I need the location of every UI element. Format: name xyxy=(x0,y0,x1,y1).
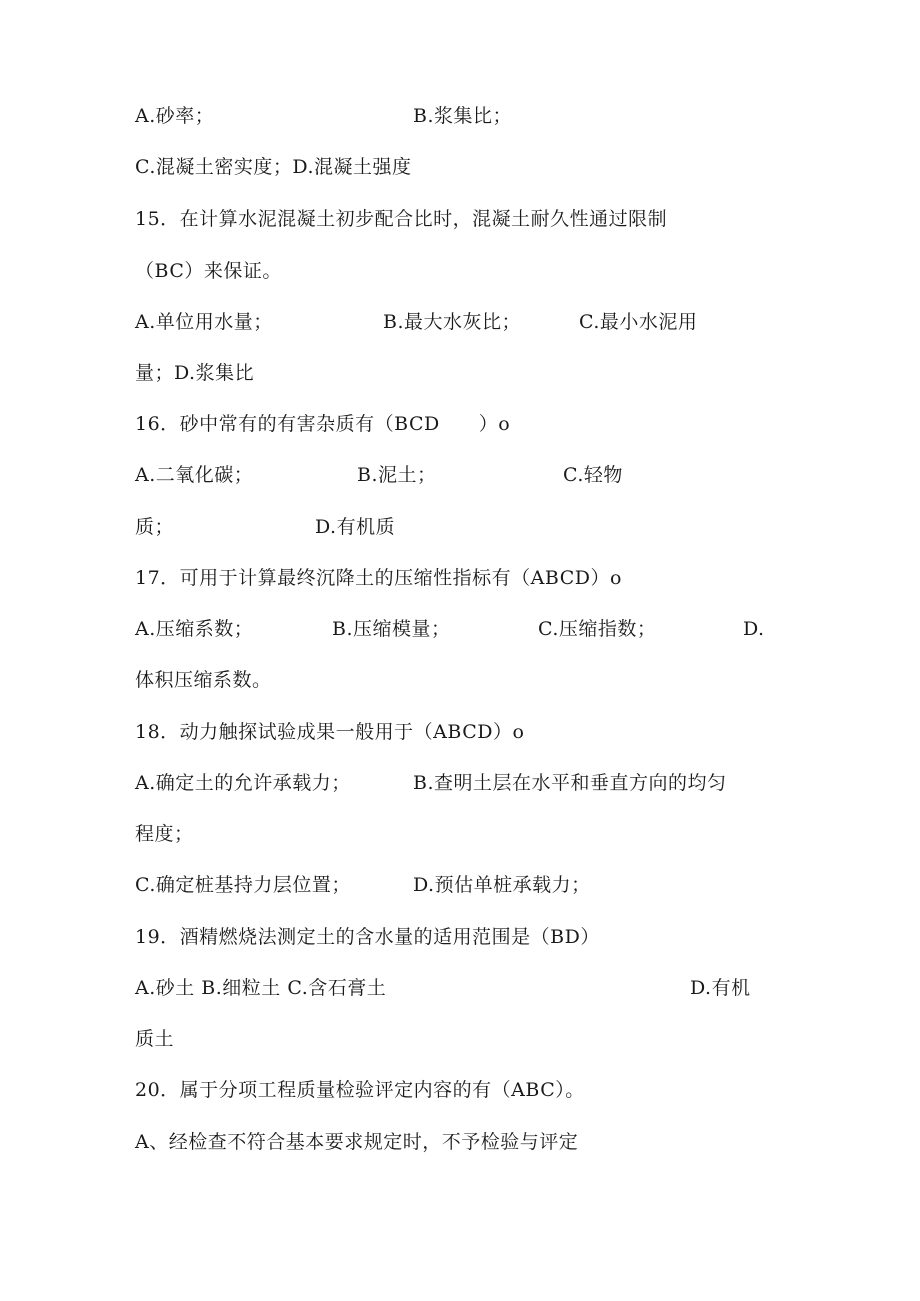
q20-stem: 20．属于分项工程质量检验评定内容的有（ABC）。 xyxy=(135,1079,585,1101)
q18-options-row-2: 程度； xyxy=(135,823,194,845)
q16-option-b: B.泥土； xyxy=(357,464,437,486)
q15-option-b: B.最大水灰比； xyxy=(383,311,522,333)
q14-option-a: A.砂率； xyxy=(135,105,215,127)
q16-stem: 16．砂中常有的有害杂质有（BCD ）o xyxy=(135,413,511,435)
q15-option-a: A.单位用水量； xyxy=(135,311,273,333)
q18-stem: 18．动力触探试验成果一般用于（ABCD）o xyxy=(135,721,525,743)
q17-stem: 17．可用于计算最终沉降土的压缩性指标有（ABCD）o xyxy=(135,567,622,589)
q14-options-row-2: C.混凝土密实度；D.混凝土强度 xyxy=(135,156,412,178)
q17-option-b: B.压缩模量； xyxy=(332,618,451,640)
q15-stem-continued: （BC）来保证。 xyxy=(135,260,282,282)
q18-option-a: A.确定土的允许承载力； xyxy=(135,772,351,794)
q14-option-b: B.浆集比； xyxy=(413,105,513,127)
q19-options-abc: A.砂土 B.细粒土 C.含石膏土 xyxy=(135,977,387,999)
q15-stem: 15．在计算水泥混凝土初步配合比时，混凝土耐久性通过限制 xyxy=(135,208,668,230)
q17-option-a: A.压缩系数； xyxy=(135,618,254,640)
q19-stem: 19．酒精燃烧法测定土的含水量的适用范围是（BD） xyxy=(135,926,600,948)
q17-options-row-2: 体积压缩系数。 xyxy=(135,669,272,691)
q19-option-d: D.有机 xyxy=(690,977,751,999)
q17-option-c: C.压缩指数； xyxy=(538,618,657,640)
q18-option-b: B.查明土层在水平和垂直方向的均匀 xyxy=(413,772,727,794)
q16-option-a: A.二氧化碳； xyxy=(135,464,254,486)
q18-option-c: C.确定桩基持力层位置； xyxy=(135,874,351,896)
q16-option-c-continued: 质； xyxy=(135,516,175,538)
q15-options-row-2: 量；D.浆集比 xyxy=(135,362,255,384)
q16-option-d: D.有机质 xyxy=(315,516,396,538)
q17-option-d: D. xyxy=(743,618,765,640)
q20-option-a: A、经检查不符合基本要求规定时，不予检验与评定 xyxy=(135,1131,579,1153)
q15-option-c: C.最小水泥用 xyxy=(579,311,698,333)
q19-options-row-2: 质土 xyxy=(135,1028,175,1050)
q16-option-c: C.轻物 xyxy=(563,464,623,486)
q18-option-d: D.预估单桩承载力； xyxy=(413,874,591,896)
